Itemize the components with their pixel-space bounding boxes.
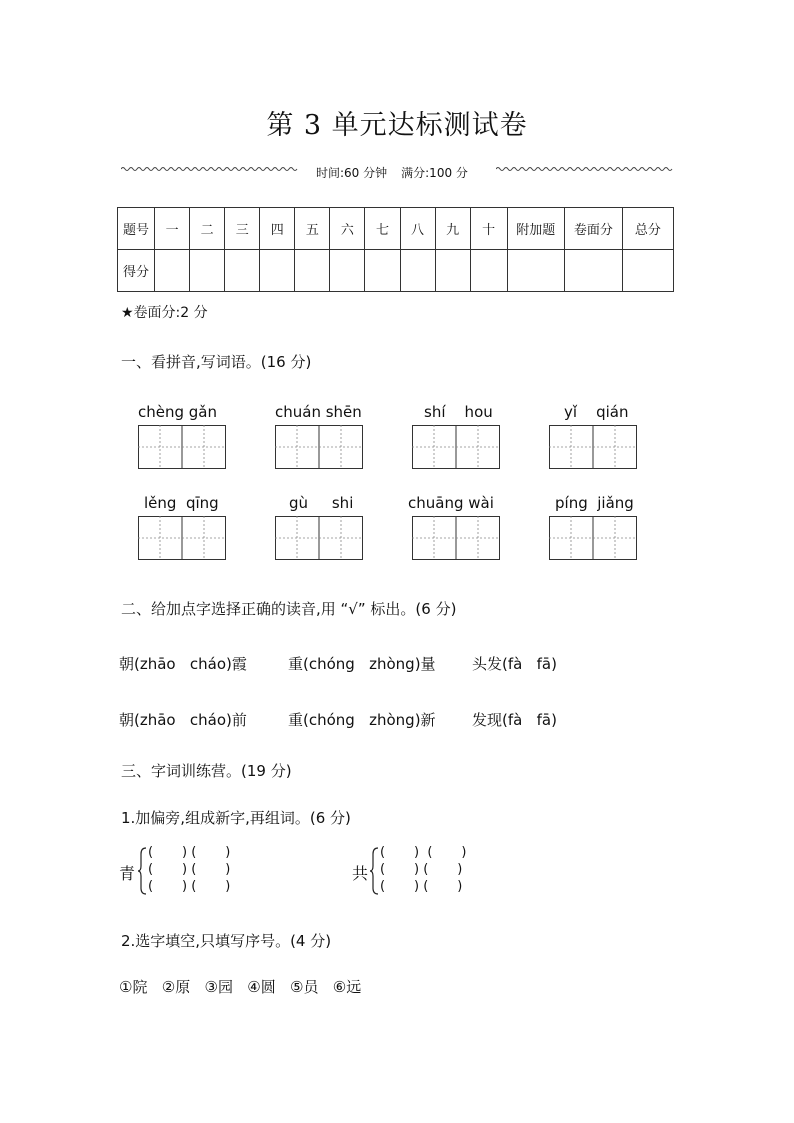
table-header-cell: 五: [295, 208, 330, 250]
table-header-cell: 四: [260, 208, 295, 250]
table-header-cell: 二: [190, 208, 225, 250]
tian-grid[interactable]: [549, 425, 637, 469]
tian-grid[interactable]: [412, 425, 500, 469]
neatness-note: ★卷面分:2 分: [121, 305, 208, 321]
pinyin-label: yǐ qián: [564, 403, 629, 421]
table-header-cell: 总分: [622, 208, 673, 250]
score-table-header-row: [118, 208, 674, 250]
score-cell[interactable]: [435, 250, 470, 292]
answer-blanks[interactable]: ( ) ( ): [148, 862, 231, 877]
tian-grid[interactable]: [138, 516, 226, 560]
score-row-label: 得分: [118, 250, 155, 292]
pronunciation-choice[interactable]: 朝(zhāo cháo)前: [119, 711, 247, 729]
table-header-cell: 七: [365, 208, 400, 250]
full-score: 满分:100 分: [401, 166, 468, 180]
answer-blanks[interactable]: ( ) ( ): [380, 862, 463, 877]
tian-grid[interactable]: [275, 425, 363, 469]
pinyin-label: gù shi: [289, 494, 354, 512]
score-table-score-row: [118, 250, 674, 292]
score-cell[interactable]: [622, 250, 673, 292]
score-cell[interactable]: [225, 250, 260, 292]
brace-icon: [369, 847, 379, 895]
score-table: [117, 207, 674, 292]
score-cell[interactable]: [190, 250, 225, 292]
table-header-cell: 八: [400, 208, 435, 250]
score-cell[interactable]: [470, 250, 507, 292]
score-cell[interactable]: [260, 250, 295, 292]
tian-grid[interactable]: [549, 516, 637, 560]
score-cell[interactable]: [155, 250, 190, 292]
pronunciation-choice[interactable]: 发现(fà fā): [472, 711, 557, 729]
base-character: 共: [352, 864, 369, 883]
page-title: 第 3 单元达标测试卷: [266, 110, 528, 141]
table-header-cell: 题号: [118, 208, 155, 250]
section-3-1-heading: 1.加偏旁,组成新字,再组词。(6 分): [121, 809, 351, 827]
time-score-line: [0, 166, 794, 186]
score-cell[interactable]: [295, 250, 330, 292]
section-2-heading: 二、给加点字选择正确的读音,用 “√” 标出。(6 分): [121, 600, 457, 618]
table-header-cell: 六: [330, 208, 365, 250]
table-header-cell: 一: [155, 208, 190, 250]
tian-grid[interactable]: [138, 425, 226, 469]
answer-blanks[interactable]: ( ) ( ): [148, 879, 231, 894]
score-cell[interactable]: [564, 250, 622, 292]
table-header-cell: 十: [470, 208, 507, 250]
pronunciation-choice[interactable]: 重(chóng zhòng)量: [288, 655, 436, 673]
section-3-heading: 三、字词训练营。(19 分): [121, 762, 292, 780]
wave-divider-right: [496, 166, 674, 172]
score-cell[interactable]: [507, 250, 564, 292]
answer-blanks[interactable]: ( ) ( ): [380, 879, 463, 894]
brace-icon: [137, 847, 147, 895]
time-limit: 时间:60 分钟: [316, 166, 388, 180]
pinyin-label: chèng gǎn: [138, 403, 217, 421]
radical-group-gong: [352, 845, 512, 897]
score-cell[interactable]: [330, 250, 365, 292]
pinyin-label: chuāng wài: [408, 494, 494, 512]
score-cell[interactable]: [365, 250, 400, 292]
base-character: 青: [119, 864, 136, 883]
pinyin-label: píng jiǎng: [555, 494, 634, 512]
radical-group-qing: [119, 845, 279, 897]
pronunciation-choice[interactable]: 重(chóng zhòng)新: [288, 711, 436, 729]
section-3-2-heading: 2.选字填空,只填写序号。(4 分): [121, 932, 332, 950]
character-options: ①院 ②原 ③园 ④圆 ⑤员 ⑥远: [119, 978, 362, 996]
pronunciation-choice[interactable]: 头发(fà fā): [472, 655, 557, 673]
table-header-cell: 附加题: [507, 208, 564, 250]
score-cell[interactable]: [400, 250, 435, 292]
tian-grid[interactable]: [275, 516, 363, 560]
table-header-cell: 九: [435, 208, 470, 250]
answer-blanks[interactable]: ( ) ( ): [148, 845, 231, 860]
table-header-cell: 卷面分: [564, 208, 622, 250]
pinyin-label: chuán shēn: [275, 403, 362, 421]
pinyin-label: shí hou: [424, 403, 493, 421]
tian-grid[interactable]: [412, 516, 500, 560]
table-header-cell: 三: [225, 208, 260, 250]
pronunciation-choice[interactable]: 朝(zhāo cháo)霞: [119, 655, 247, 673]
pinyin-label: lěng qīng: [144, 494, 219, 512]
wave-divider-left: [121, 166, 299, 172]
answer-blanks[interactable]: ( ) ( ): [380, 845, 467, 860]
section-1-heading: 一、看拼音,写词语。(16 分): [121, 353, 312, 371]
